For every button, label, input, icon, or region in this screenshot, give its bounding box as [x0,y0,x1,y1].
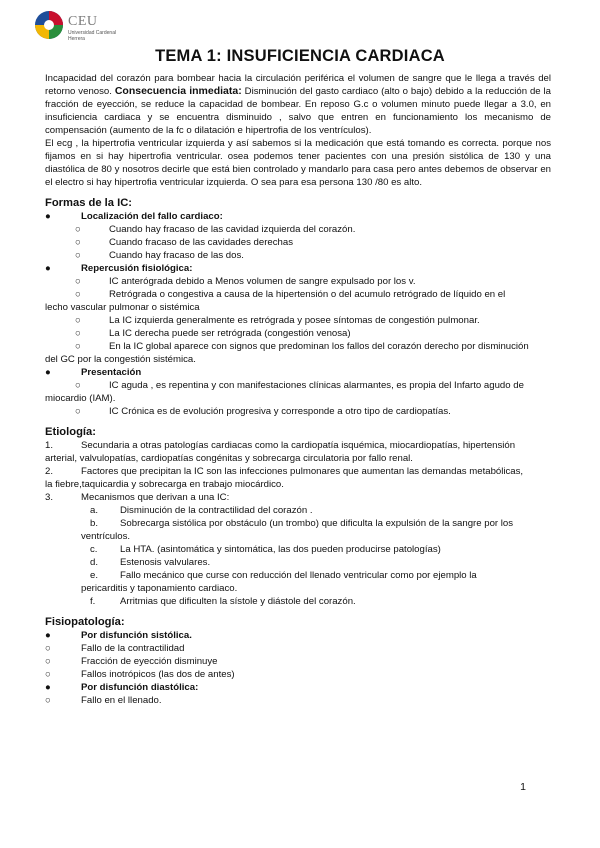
list-item: f. Arritmias que dificulten la sístole y diástole del corazón. [90,596,356,607]
bullet-icon: ● [45,630,51,641]
circle-bullet-icon: ○ [75,289,81,300]
list-item: ○ Retrógrada o congestiva a causa de la hipertensión o del acumulo retrógrado de líquido en el [75,289,506,300]
list-item: ● Por disfunción sistólica. [45,630,192,641]
list-item-continuation: pericarditis y taponamiento cardiaco. [81,583,238,594]
list-item: ○ Cuando hay fracaso de las cavidad izquierda del corazón. [75,224,356,235]
ceu-shield-icon [34,10,64,40]
list-item: ○ La IC derecha puede ser retrógrada (congestión venosa) [75,328,351,339]
list-item: ○ Fracción de eyección disminuye [45,656,218,667]
circle-bullet-icon: ○ [75,341,81,352]
list-item: ● Por disfunción diastólica: [45,682,199,693]
list-item: ○ Fallos inotrópicos (las dos de antes) [45,669,235,680]
list-item: ○ La IC izquierda generalmente es retrógrada y posee síntomas de congestión pulmonar. [75,315,480,326]
section-heading-etiologia: Etiología: [45,426,96,438]
circle-bullet-icon: ○ [45,656,51,667]
circle-bullet-icon: ○ [45,669,51,680]
circle-bullet-icon: ○ [75,380,81,391]
list-item: a. Disminución de la contractilidad del corazón . [90,505,313,516]
list-item: ● Presentación [45,367,142,378]
university-logo [34,10,124,46]
list-item: c. La HTA. (asintomática y sintomática, las dos pueden producirse patologías) [90,544,441,555]
circle-bullet-icon: ○ [75,276,81,287]
circle-bullet-icon: ○ [75,250,81,261]
list-item-continuation: la fiebre,taquicardia y sobrecarga en trabajo miocárdico. [45,479,284,490]
bullet-icon: ● [45,682,51,693]
page-number: 1 [520,781,526,793]
list-item: e. Fallo mecánico que curse con reducción del llenado ventricular como por ejemplo la [90,570,477,581]
logo-subtitle: Universidad Cardenal Herrera [68,30,117,42]
list-item: ○ Fallo de la contractilidad [45,643,185,654]
intro-text-b: Disminución del gasto cardiaco (alto o bajo) debido a la reducción de la fracción de eyección, se reduce la capacidad de bombear. En reposo G.c o volumen minuto puede llegar a 3.0, en insuficiencia cardiaca y se encuentra disminuido , salvo que entren en funcionamiento los mecanismo de compensación (aumento de la fc o dilatación e hipertrofia de los ventrículos). [45,86,552,136]
list-item: ○ Cuando hay fracaso de las dos. [75,250,244,261]
circle-bullet-icon: ○ [75,406,81,417]
circle-bullet-icon: ○ [45,643,51,654]
circle-bullet-icon: ○ [45,695,51,706]
list-item: 1. Secundaria a otras patologías cardiacas como la cardiopatía isquémica, miocardiopatías, hipertensión [45,440,516,451]
section-heading-fisiopatologia: Fisiopatología: [45,616,125,628]
bullet-icon: ● [45,367,51,378]
list-item: b. Sobrecarga sistólica por obstáculo (un trombo) que dificulta la expulsión de la sangre por los [90,518,514,529]
list-item-continuation: ventrículos. [81,531,131,542]
list-item-continuation: lecho vascular pulmonar o sistémica [45,302,200,313]
document-title: TEMA 1: INSUFICIENCIA CARDIACA [155,47,445,65]
intro-paragraph-1 [45,72,551,137]
list-item: ○ IC anterógrada debido a Menos volumen de sangre expulsado por los v. [75,276,416,287]
list-item-continuation: arterial, valvulopatías, cardiopatías congénitas y sobrecarga circulatoria por fallo renal. [45,453,413,464]
list-item-continuation: miocardio (IAM). [45,393,116,404]
intro-strong: Consecuencia inmediata: [114,85,242,97]
bullet-icon: ● [45,211,51,222]
list-item: 2. Factores que precipitan la IC son las infecciones pulmonares que aumentan las demandas metabólicas, [45,466,524,477]
list-item: ● Repercusión fisiológica: [45,263,193,274]
section-heading-formas: Formas de la IC: [45,197,133,209]
document-body [45,72,551,707]
list-item-continuation: del GC por la congestión sistémica. [45,354,196,365]
circle-bullet-icon: ○ [75,315,81,326]
circle-bullet-icon: ○ [75,237,81,248]
list-item: d. Estenosis valvulares. [90,557,211,568]
list-item: ● Localización del fallo cardiaco: [45,211,223,222]
intro-text-a: Incapacidad del corazón para bombear hacia la circulación periférica el volumen de sangre que le llega a través del retorno venoso. [45,73,551,97]
list-item: ○ En la IC global aparece con signos que predominan los fallos del corazón derecho por disminución [75,341,529,352]
bullet-icon: ● [45,263,51,274]
circle-bullet-icon: ○ [75,224,81,235]
list-item: ○ IC Crónica es de evolución progresiva y corresponde a otro tipo de cardiopatías. [75,406,451,417]
list-item: 3. Mecanismos que derivan a una IC: [45,492,230,503]
intro-paragraph-2: El ecg , la hipertrofia ventricular izquierda y así sabemos si la medicación que está tomando es correcta. porque nos fijamos en si hay hipertrofia ventricular. osea podemos tener pacientes con una presión sistólica de 130 y una diastólica de 80 y nosotros decirle que está bien controlado y mandarlo para casa pero antes debemos de observar en el electro si hay hipertrofia ventricular izquierda. O sea para esa persona 130 /80 es alto. [45,138,551,188]
list-item: ○ IC aguda , es repentina y con manifestaciones clínicas alarmantes, es propia del Infarto agudo de [75,380,524,391]
circle-bullet-icon: ○ [75,328,81,339]
list-item: ○ Fallo en el llenado. [45,695,162,706]
list-item: ○ Cuando fracaso de las cavidades derechas [75,237,293,248]
logo-name: CEU [68,14,98,29]
